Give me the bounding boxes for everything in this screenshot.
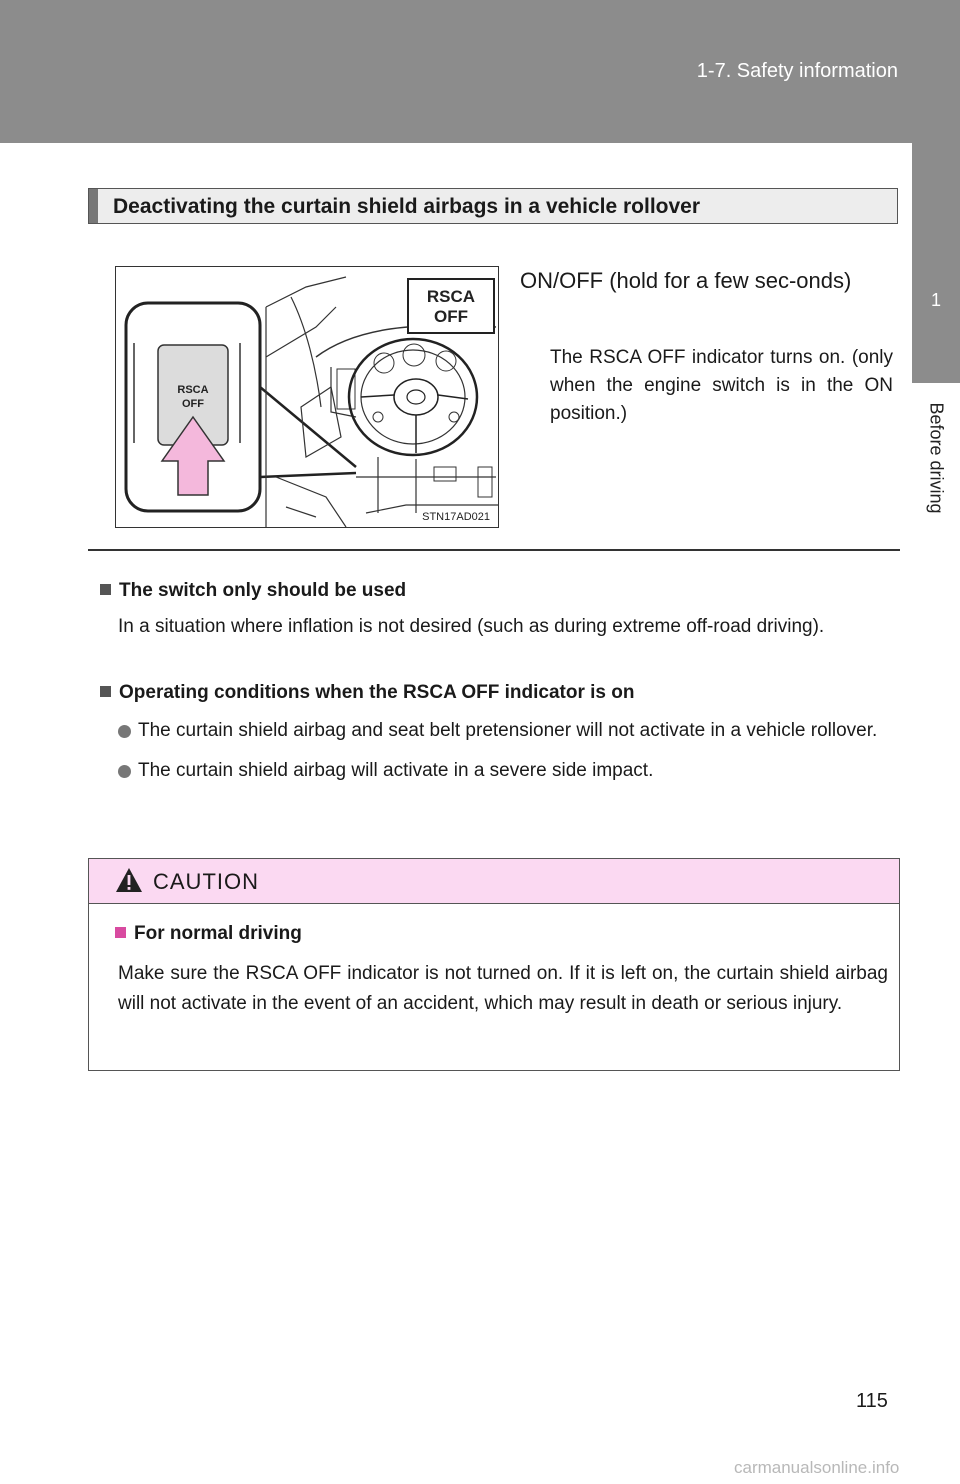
- operation-text: ON/OFF (hold for a few sec-onds): [520, 268, 852, 293]
- indicator-line2: OFF: [434, 307, 468, 326]
- square-bullet-icon: [100, 686, 111, 697]
- switch-label-line1: RSCA: [177, 384, 209, 396]
- caution-title: CAUTION: [153, 869, 259, 894]
- caution-heading: For normal driving: [134, 923, 302, 944]
- bullet-text: The curtain shield airbag and seat belt pretensioner will not activate in a vehicle rollover.: [138, 720, 878, 741]
- bullet-text: The curtain shield airbag will activate in a severe side impact.: [138, 760, 654, 781]
- caution-header: [89, 859, 899, 904]
- page-header: [0, 0, 960, 143]
- caution-box: [88, 858, 900, 1071]
- section-title: Deactivating the curtain shield airbags in a vehicle rollover: [113, 195, 701, 218]
- list-item: [100, 756, 900, 786]
- watermark: carmanualsonline.info: [734, 1458, 900, 1477]
- rsca-switch-illustration: [115, 266, 499, 528]
- indicator-text: The RSCA OFF indicator turns on. (only when the engine switch is in the ON position.): [550, 347, 893, 424]
- square-bullet-icon: [115, 927, 126, 938]
- illustration-code: STN17AD021: [422, 511, 490, 523]
- dashboard-drawing: [116, 267, 499, 528]
- note-operating-conditions: [100, 678, 900, 786]
- section-divider: [88, 549, 900, 551]
- circle-bullet-icon: [118, 725, 131, 738]
- note-switch-use: [100, 576, 900, 642]
- switch-label-line2: OFF: [182, 398, 204, 410]
- warning-icon: [115, 867, 143, 893]
- chapter-tab: [912, 143, 960, 383]
- page-number: 115: [856, 1390, 888, 1412]
- list-item: [100, 716, 900, 746]
- chapter-number: 1: [930, 290, 941, 310]
- circle-bullet-icon: [118, 765, 131, 778]
- note-heading: Operating conditions when the RSCA OFF indicator is on: [119, 682, 635, 703]
- caution-body: Make sure the RSCA OFF indicator is not turned on. If it is left on, the curtain shield airbag will not activate in the event of an accident, which may result in death or serious injury.: [118, 963, 888, 1014]
- indicator-line1: RSCA: [426, 287, 476, 306]
- chapter-label: Before driving: [926, 402, 947, 514]
- header-section-title: 1-7. Safety information: [696, 60, 898, 82]
- square-bullet-icon: [100, 584, 111, 595]
- note-body: In a situation where inflation is not desired (such as during extreme off-road driving).: [118, 616, 825, 637]
- note-heading: The switch only should be used: [119, 580, 407, 601]
- section-title-bar: [88, 188, 898, 224]
